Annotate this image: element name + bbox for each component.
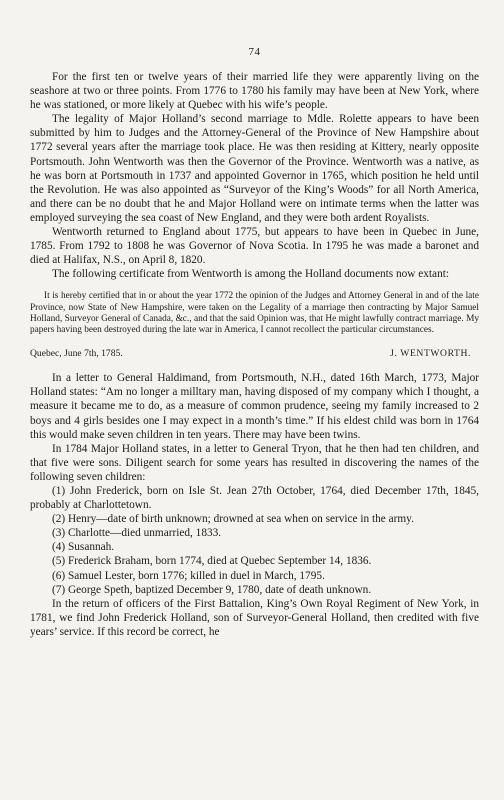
paragraph-certificate-intro: The following certificate from Wentworth is among the Holland documents now extant: [52, 268, 449, 281]
paragraph-marriage-legality: The legality of Major Holland’s second marriage to Mdle. Rolette appears to have been submitted by him to Judges and the Attorney-General of the Province of New Hampshire about 1772 several years after the marriage took place. He was then residing at Kittery, nearly opposite Portsmouth. John Wentworth was then the Governor of the Province. Wentworth was a native, as he was born at Portsmouth in 1737 and appointed Governor in 1765, which position he held until the Revolution. He was also appointed as “Surveyor of the King’s Woods” for all North America, and there can be no doubt that he and Major Holland were on intimate terms when the latter was employed surveying the sea coast of New England, and they were both ardent Royalists. [30, 113, 479, 224]
signature-name: J. WENTWORTH. [390, 348, 471, 360]
paragraph-officer-return: In the return of officers of the First Battalion, King’s Own Royal Regiment of New York, in 1781, we find John Frederick Holland, son of Surveyor-General Holland, then credited with five years’ service. If this record be correct, he [30, 597, 479, 638]
page-number: 74 [248, 46, 261, 58]
signature-place-date: Quebec, June 7th, 1785. [30, 348, 123, 360]
certificate-signature [30, 348, 479, 359]
child-item-6: (6) Samuel Lester, born 1776; killed in duel in March, 1795. [52, 569, 325, 582]
paragraph-wentworth-career: Wentworth returned to England about 1775, but appears to have been in Quebec in June, 1785. From 1792 to 1808 he was Governor of Nova Scotia. In 1795 he was made a baronet and died at Halifax, N.S., on April 8, 1820. [30, 226, 479, 267]
child-item-7: (7) George Speth, baptized December 9, 1780, date of death unknown. [52, 583, 372, 596]
paragraph-tryon-letter: In 1784 Major Holland states, in a letter to General Tryon, that he then had ten children, and that five were sons. Diligent search for some years has resulted in discovering the names of the following seven children: [30, 442, 479, 483]
child-item-3: (3) Charlotte—died unmarried, 1833. [52, 527, 222, 540]
certificate-quote: It is hereby certified that in or about the year 1772 the opinion of the Judges and Attorney General in and of the late Province, now State of New Hampshire, were taken on the Legality of a marriage then contracting by Major Samuel Holland, Surveyor General of Canada, &c., and that the said Opinion was, that He might lawfully contract marriage. My papers having been destroyed during the late war in America, I cannot recollect the particular circumstances. [30, 291, 479, 336]
child-item-4: (4) Susannah. [52, 541, 115, 554]
child-item-1: (1) John Frederick, born on Isle St. Jean 27th October, 1764, died December 17th, 1845, probably at Charlottetown. [30, 484, 479, 512]
paragraph-haldimand-letter: In a letter to General Haldimand, from Portsmouth, N.H., dated 16th March, 1773, Major Holland states: “Am no longer a milltary man, having disposed of my company which I thought, a measure it became me to do, as a measure of common prudence, seeing my family increased to 2 boys and 4 girls besides one I may expect in a month’s time.” If his eldest child was born in 1764 this would make seven children in ten years. There may have been twins. [30, 372, 479, 441]
paragraph-family-residence: For the first ten or twelve years of their married life they were apparently living on the seashore at two or three points. From 1776 to 1780 his family may have been at New York, where he was stationed, or more likely at Quebec with his wife’s people. [30, 71, 479, 112]
child-item-2: (2) Henry—date of birth unknown; drowned at sea when on service in the army. [52, 513, 414, 526]
child-item-5: (5) Frederick Braham, born 1774, died at Quebec September 14, 1836. [52, 555, 372, 568]
